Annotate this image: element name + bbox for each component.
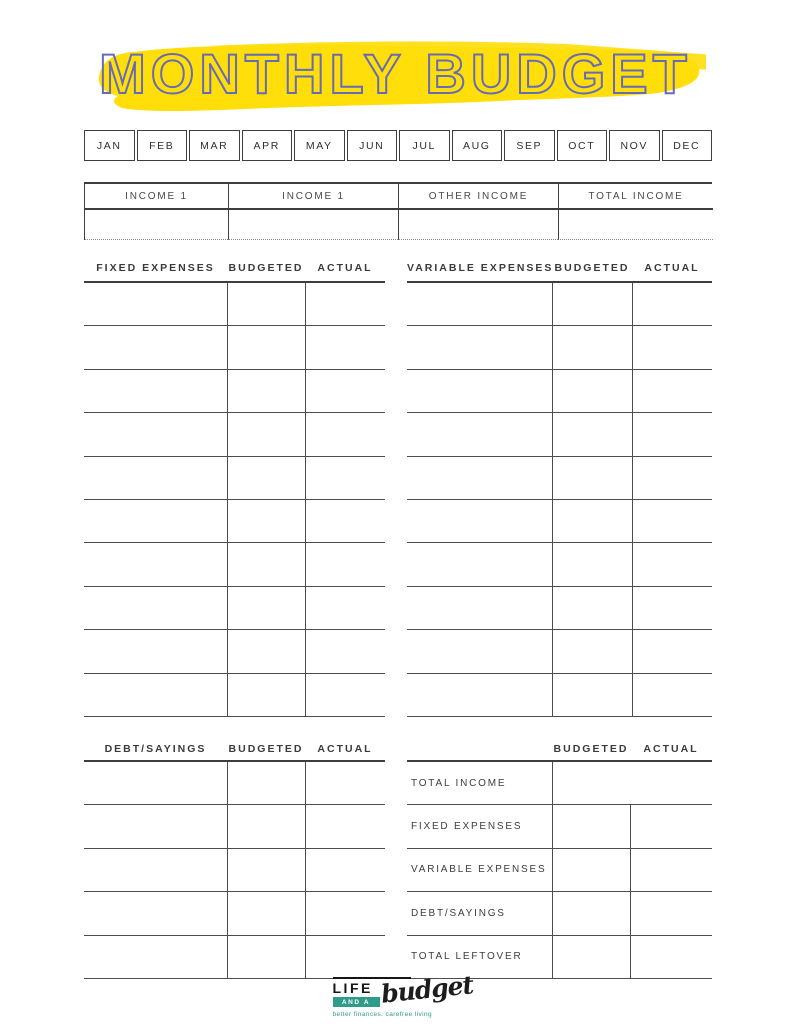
table-cell bbox=[407, 500, 552, 543]
summary-row-label: DEBT/SAYINGS bbox=[407, 892, 552, 935]
table-cell bbox=[305, 805, 385, 848]
summary-row-label: TOTAL INCOME bbox=[407, 762, 552, 805]
month-dec: DEC bbox=[662, 130, 713, 161]
month-mar: MAR bbox=[189, 130, 240, 161]
table-cell bbox=[552, 674, 632, 717]
table-cell bbox=[305, 936, 385, 979]
summary-budgeted-cell bbox=[552, 805, 630, 848]
table-cell bbox=[407, 587, 552, 630]
debt-savings-title: DEBT/SAYINGS bbox=[104, 743, 207, 755]
fixed-budgeted-header: BUDGETED bbox=[228, 262, 304, 274]
table-cell bbox=[552, 370, 632, 413]
table-cell bbox=[552, 413, 632, 456]
month-oct: OCT bbox=[557, 130, 608, 161]
table-cell bbox=[407, 370, 552, 413]
income-header-1: INCOME 1 bbox=[85, 184, 228, 210]
summary-actual-cell bbox=[630, 892, 712, 935]
variable-expenses-title: VARIABLE EXPENSES bbox=[407, 262, 554, 274]
table-cell bbox=[84, 413, 227, 456]
table-cell bbox=[227, 849, 305, 892]
logo-tagline: better finances. carefree living bbox=[332, 1011, 433, 1018]
table-cell bbox=[84, 587, 227, 630]
table-cell bbox=[227, 805, 305, 848]
table-cell bbox=[632, 370, 712, 413]
table-cell bbox=[552, 630, 632, 673]
table-cell bbox=[552, 587, 632, 630]
summary-table bbox=[407, 760, 712, 979]
summary-actual-cell bbox=[630, 936, 712, 979]
table-cell bbox=[632, 674, 712, 717]
table-cell bbox=[552, 326, 632, 369]
table-cell bbox=[305, 370, 385, 413]
income-cell-other bbox=[398, 210, 558, 240]
table-cell bbox=[305, 674, 385, 717]
table-cell bbox=[84, 805, 227, 848]
fixed-expenses-title: FIXED EXPENSES bbox=[96, 262, 215, 274]
variable-expenses-table bbox=[407, 281, 712, 717]
logo-budget-script: budget bbox=[379, 970, 474, 1009]
table-cell bbox=[632, 630, 712, 673]
table-cell bbox=[407, 413, 552, 456]
summary-row-label: FIXED EXPENSES bbox=[407, 805, 552, 848]
summary-budgeted-cell bbox=[552, 936, 630, 979]
table-cell bbox=[84, 936, 227, 979]
table-cell bbox=[552, 543, 632, 586]
months-row bbox=[84, 130, 712, 161]
income-table bbox=[84, 182, 712, 240]
table-cell bbox=[305, 762, 385, 805]
table-cell bbox=[407, 283, 552, 326]
summary-budgeted-cell bbox=[552, 892, 630, 935]
debt-savings-table bbox=[84, 760, 385, 979]
income-cell-1 bbox=[85, 210, 228, 240]
table-cell bbox=[407, 674, 552, 717]
summary-actual-cell bbox=[630, 762, 712, 805]
table-cell bbox=[227, 587, 305, 630]
table-cell bbox=[84, 892, 227, 935]
table-cell bbox=[632, 587, 712, 630]
table-cell bbox=[84, 326, 227, 369]
debt-savings-headers bbox=[84, 743, 385, 757]
table-cell bbox=[632, 500, 712, 543]
table-cell bbox=[632, 543, 712, 586]
variable-actual-header: ACTUAL bbox=[644, 262, 700, 274]
table-cell bbox=[632, 283, 712, 326]
income-cell-total bbox=[558, 210, 713, 240]
life-and-a-budget-logo bbox=[332, 970, 474, 1019]
table-cell bbox=[227, 892, 305, 935]
summary-actual-cell bbox=[630, 805, 712, 848]
debt-budgeted-header: BUDGETED bbox=[228, 743, 304, 755]
table-cell bbox=[84, 370, 227, 413]
table-cell bbox=[305, 630, 385, 673]
month-may: MAY bbox=[294, 130, 345, 161]
month-feb: FEB bbox=[137, 130, 188, 161]
table-cell bbox=[84, 543, 227, 586]
fixed-expenses-table bbox=[84, 281, 385, 717]
summary-headers bbox=[552, 743, 712, 757]
table-cell bbox=[305, 500, 385, 543]
month-nov: NOV bbox=[609, 130, 660, 161]
summary-row-label: VARIABLE EXPENSES bbox=[407, 849, 552, 892]
table-cell bbox=[305, 413, 385, 456]
summary-actual-cell bbox=[630, 849, 712, 892]
table-cell bbox=[407, 457, 552, 500]
table-cell bbox=[84, 630, 227, 673]
title-block bbox=[0, 36, 791, 116]
table-cell bbox=[552, 283, 632, 326]
variable-budgeted-header: BUDGETED bbox=[554, 262, 630, 274]
income-cell-2 bbox=[228, 210, 398, 240]
table-cell bbox=[84, 500, 227, 543]
variable-expenses-headers bbox=[407, 262, 712, 276]
table-cell bbox=[632, 413, 712, 456]
table-cell bbox=[227, 674, 305, 717]
month-sep: SEP bbox=[504, 130, 555, 161]
logo-and-a-badge: AND A bbox=[333, 997, 380, 1007]
table-cell bbox=[227, 543, 305, 586]
table-cell bbox=[407, 326, 552, 369]
table-cell bbox=[227, 457, 305, 500]
table-cell bbox=[552, 457, 632, 500]
logo-life-text: LIFE bbox=[332, 980, 373, 996]
fixed-actual-header: ACTUAL bbox=[317, 262, 373, 274]
debt-actual-header: ACTUAL bbox=[317, 743, 373, 755]
table-cell bbox=[227, 370, 305, 413]
table-cell bbox=[632, 326, 712, 369]
table-cell bbox=[305, 849, 385, 892]
summary-budgeted-header: BUDGETED bbox=[553, 743, 629, 755]
table-cell bbox=[84, 674, 227, 717]
table-cell bbox=[84, 457, 227, 500]
table-cell bbox=[305, 892, 385, 935]
month-jan: JAN bbox=[84, 130, 135, 161]
month-aug: AUG bbox=[452, 130, 503, 161]
table-cell bbox=[227, 630, 305, 673]
table-cell bbox=[227, 326, 305, 369]
table-cell bbox=[305, 457, 385, 500]
table-cell bbox=[632, 457, 712, 500]
table-cell bbox=[227, 413, 305, 456]
table-cell bbox=[552, 500, 632, 543]
table-cell bbox=[84, 283, 227, 326]
table-cell bbox=[407, 630, 552, 673]
table-cell bbox=[227, 762, 305, 805]
summary-budgeted-cell bbox=[552, 849, 630, 892]
summary-row-label: TOTAL LEFTOVER bbox=[407, 936, 552, 979]
fixed-expenses-headers bbox=[84, 262, 385, 276]
summary-budgeted-cell bbox=[552, 762, 630, 805]
month-jun: JUN bbox=[347, 130, 398, 161]
page-title: MONTHLY BUDGET bbox=[99, 42, 692, 105]
table-cell bbox=[305, 543, 385, 586]
summary-actual-header: ACTUAL bbox=[643, 743, 699, 755]
table-cell bbox=[305, 587, 385, 630]
table-cell bbox=[407, 543, 552, 586]
month-jul: JUL bbox=[399, 130, 450, 161]
table-cell bbox=[84, 849, 227, 892]
table-cell bbox=[227, 500, 305, 543]
income-header-other: OTHER INCOME bbox=[398, 184, 558, 210]
logo-block bbox=[0, 970, 791, 1019]
income-header-2: INCOME 1 bbox=[228, 184, 398, 210]
income-header-total: TOTAL INCOME bbox=[558, 184, 713, 210]
table-cell bbox=[227, 936, 305, 979]
table-cell bbox=[305, 326, 385, 369]
table-cell bbox=[227, 283, 305, 326]
table-cell bbox=[84, 762, 227, 805]
month-apr: APR bbox=[242, 130, 293, 161]
table-cell bbox=[305, 283, 385, 326]
